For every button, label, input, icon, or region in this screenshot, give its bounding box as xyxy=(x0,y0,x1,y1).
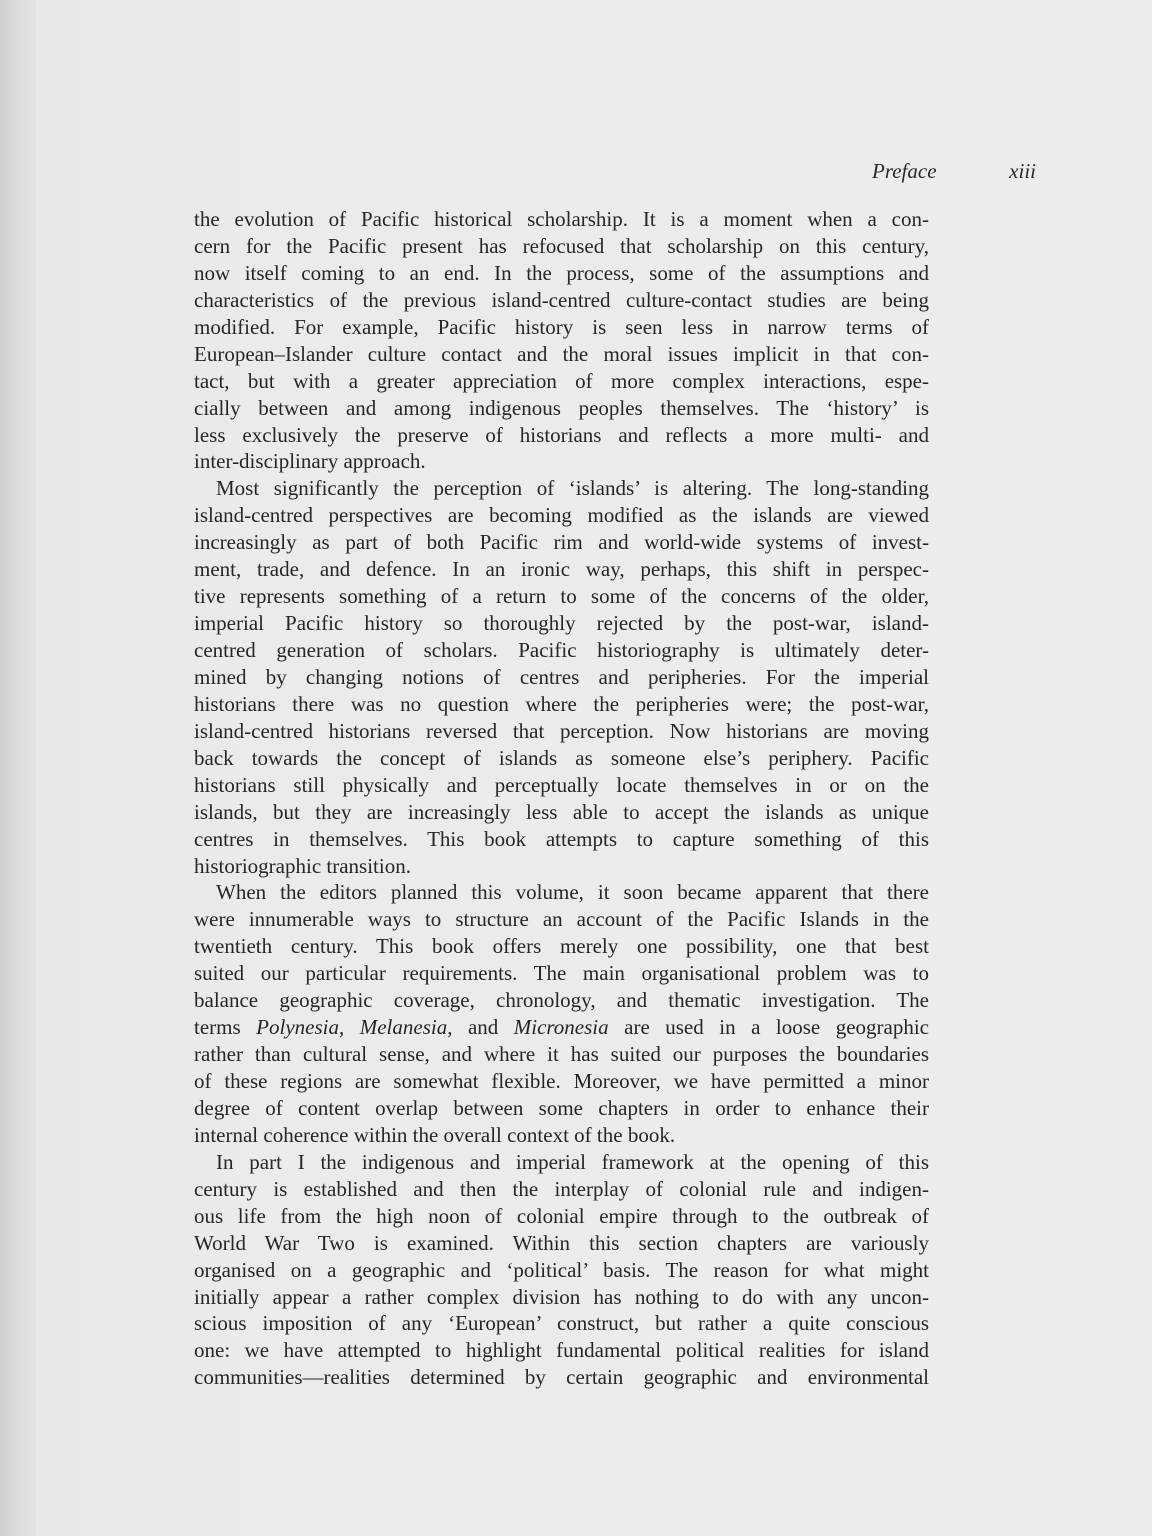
text-line: centred generation of scholars. Pacific historiography is ultimately deter- xyxy=(194,638,929,662)
body-text xyxy=(194,206,929,1391)
paragraph-start-line: Most significantly the perception of ‘islands’ is altering. The long-standing xyxy=(216,476,929,501)
text-line: one: we have attempted to highlight fundamental political realities for island xyxy=(194,1338,929,1363)
text-line: organised on a geographic and ‘political’ basis. The reason for what might xyxy=(194,1257,929,1282)
text-line: scious imposition of any ‘European’ construct, but rather a quite conscious xyxy=(194,1311,929,1336)
text-line: island-centred historians reversed that perception. Now historians are moving xyxy=(194,718,929,743)
text-line: imperial Pacific history so thoroughly rejected by the post-war, island- xyxy=(194,611,929,636)
text-line: increasingly as part of both Pacific rim and world-wide systems of invest- xyxy=(194,530,929,555)
text-line: balance geographic coverage, chronology, and thematic investigation. The xyxy=(194,988,929,1013)
text-line: cern for the Pacific present has refocused that scholarship on this century, xyxy=(194,233,929,258)
text-line: communities—realities determined by certain geographic and environmental xyxy=(194,1365,929,1390)
text-line: ous life from the high noon of colonial empire through to the outbreak of xyxy=(194,1203,929,1228)
text-line: mined by changing notions of centres and peripheries. For the imperial xyxy=(194,664,929,689)
text-line: island-centred perspectives are becoming modified as the islands are viewed xyxy=(194,503,929,528)
text-line: tact, but with a greater appreciation of more complex interactions, espe- xyxy=(194,368,929,393)
italic-term: Melanesia xyxy=(359,1015,448,1040)
text-line: historians still physically and perceptually locate themselves in or on the xyxy=(194,772,929,797)
text-line: internal coherence within the overall context of the book. xyxy=(194,1122,676,1147)
text-line: initially appear a rather complex division has nothing to do with any uncon- xyxy=(194,1284,929,1309)
text-line: characteristics of the previous island-centred culture-contact studies are being xyxy=(194,287,929,312)
text-line: European–Islander culture contact and the moral issues implicit in that con- xyxy=(194,341,929,366)
text-line: tive represents something of a return to some of the concerns of the older, xyxy=(194,584,929,609)
text-line: ment, trade, and defence. In an ironic way, perhaps, this shift in perspec- xyxy=(194,557,929,582)
page-number: xiii xyxy=(1009,159,1036,183)
text-line: modified. For example, Pacific history is seen less in narrow terms of xyxy=(194,314,929,339)
text-line: centres in themselves. This book attempts to capture something of this xyxy=(194,826,929,851)
text-line: cially between and among indigenous peoples themselves. The ‘history’ is xyxy=(194,395,929,420)
text-line: now itself coming to an end. In the process, some of the assumptions and xyxy=(194,260,929,285)
paragraph-start-line: When the editors planned this volume, it soon became apparent that there xyxy=(216,880,929,905)
text-line: terms Polynesia, Melanesia, and Micronesia are used in a loose geographic xyxy=(194,1015,929,1040)
text-line: World War Two is examined. Within this section chapters are variously xyxy=(194,1230,929,1255)
italic-term: Polynesia xyxy=(256,1015,339,1040)
text-line: historians there was no question where the peripheries were; the post-war, xyxy=(194,691,929,716)
text-line: islands, but they are increasingly less able to accept the islands as unique xyxy=(194,799,929,824)
text-line: suited our particular requirements. The main organisational problem was to xyxy=(194,961,929,986)
text-line: degree of content overlap between some chapters in order to enhance their xyxy=(194,1095,929,1120)
italic-term: Micronesia xyxy=(513,1015,609,1040)
running-head-section: Preface xyxy=(872,159,937,183)
text-line: the evolution of Pacific historical scholarship. It is a moment when a con- xyxy=(194,207,929,231)
text-line: inter-disciplinary approach. xyxy=(194,449,426,474)
text-line: twentieth century. This book offers merely one possibility, one that best xyxy=(194,934,929,959)
text-line: historiographic transition. xyxy=(194,853,411,878)
text-line: were innumerable ways to structure an account of the Pacific Islands in the xyxy=(194,907,929,932)
text-line: of these regions are somewhat flexible. Moreover, we have permitted a minor xyxy=(194,1069,929,1093)
text-line: rather than cultural sense, and where it has suited our purposes the boundaries xyxy=(194,1042,929,1067)
paragraph-start-line: In part I the indigenous and imperial framework at the opening of this xyxy=(216,1149,929,1174)
text-line: less exclusively the preserve of historians and reflects a more multi- and xyxy=(194,422,929,447)
running-head xyxy=(190,159,1036,189)
text-line: century is established and then the interplay of colonial rule and indigen- xyxy=(194,1176,929,1201)
text-line: back towards the concept of islands as someone else’s periphery. Pacific xyxy=(194,745,929,770)
